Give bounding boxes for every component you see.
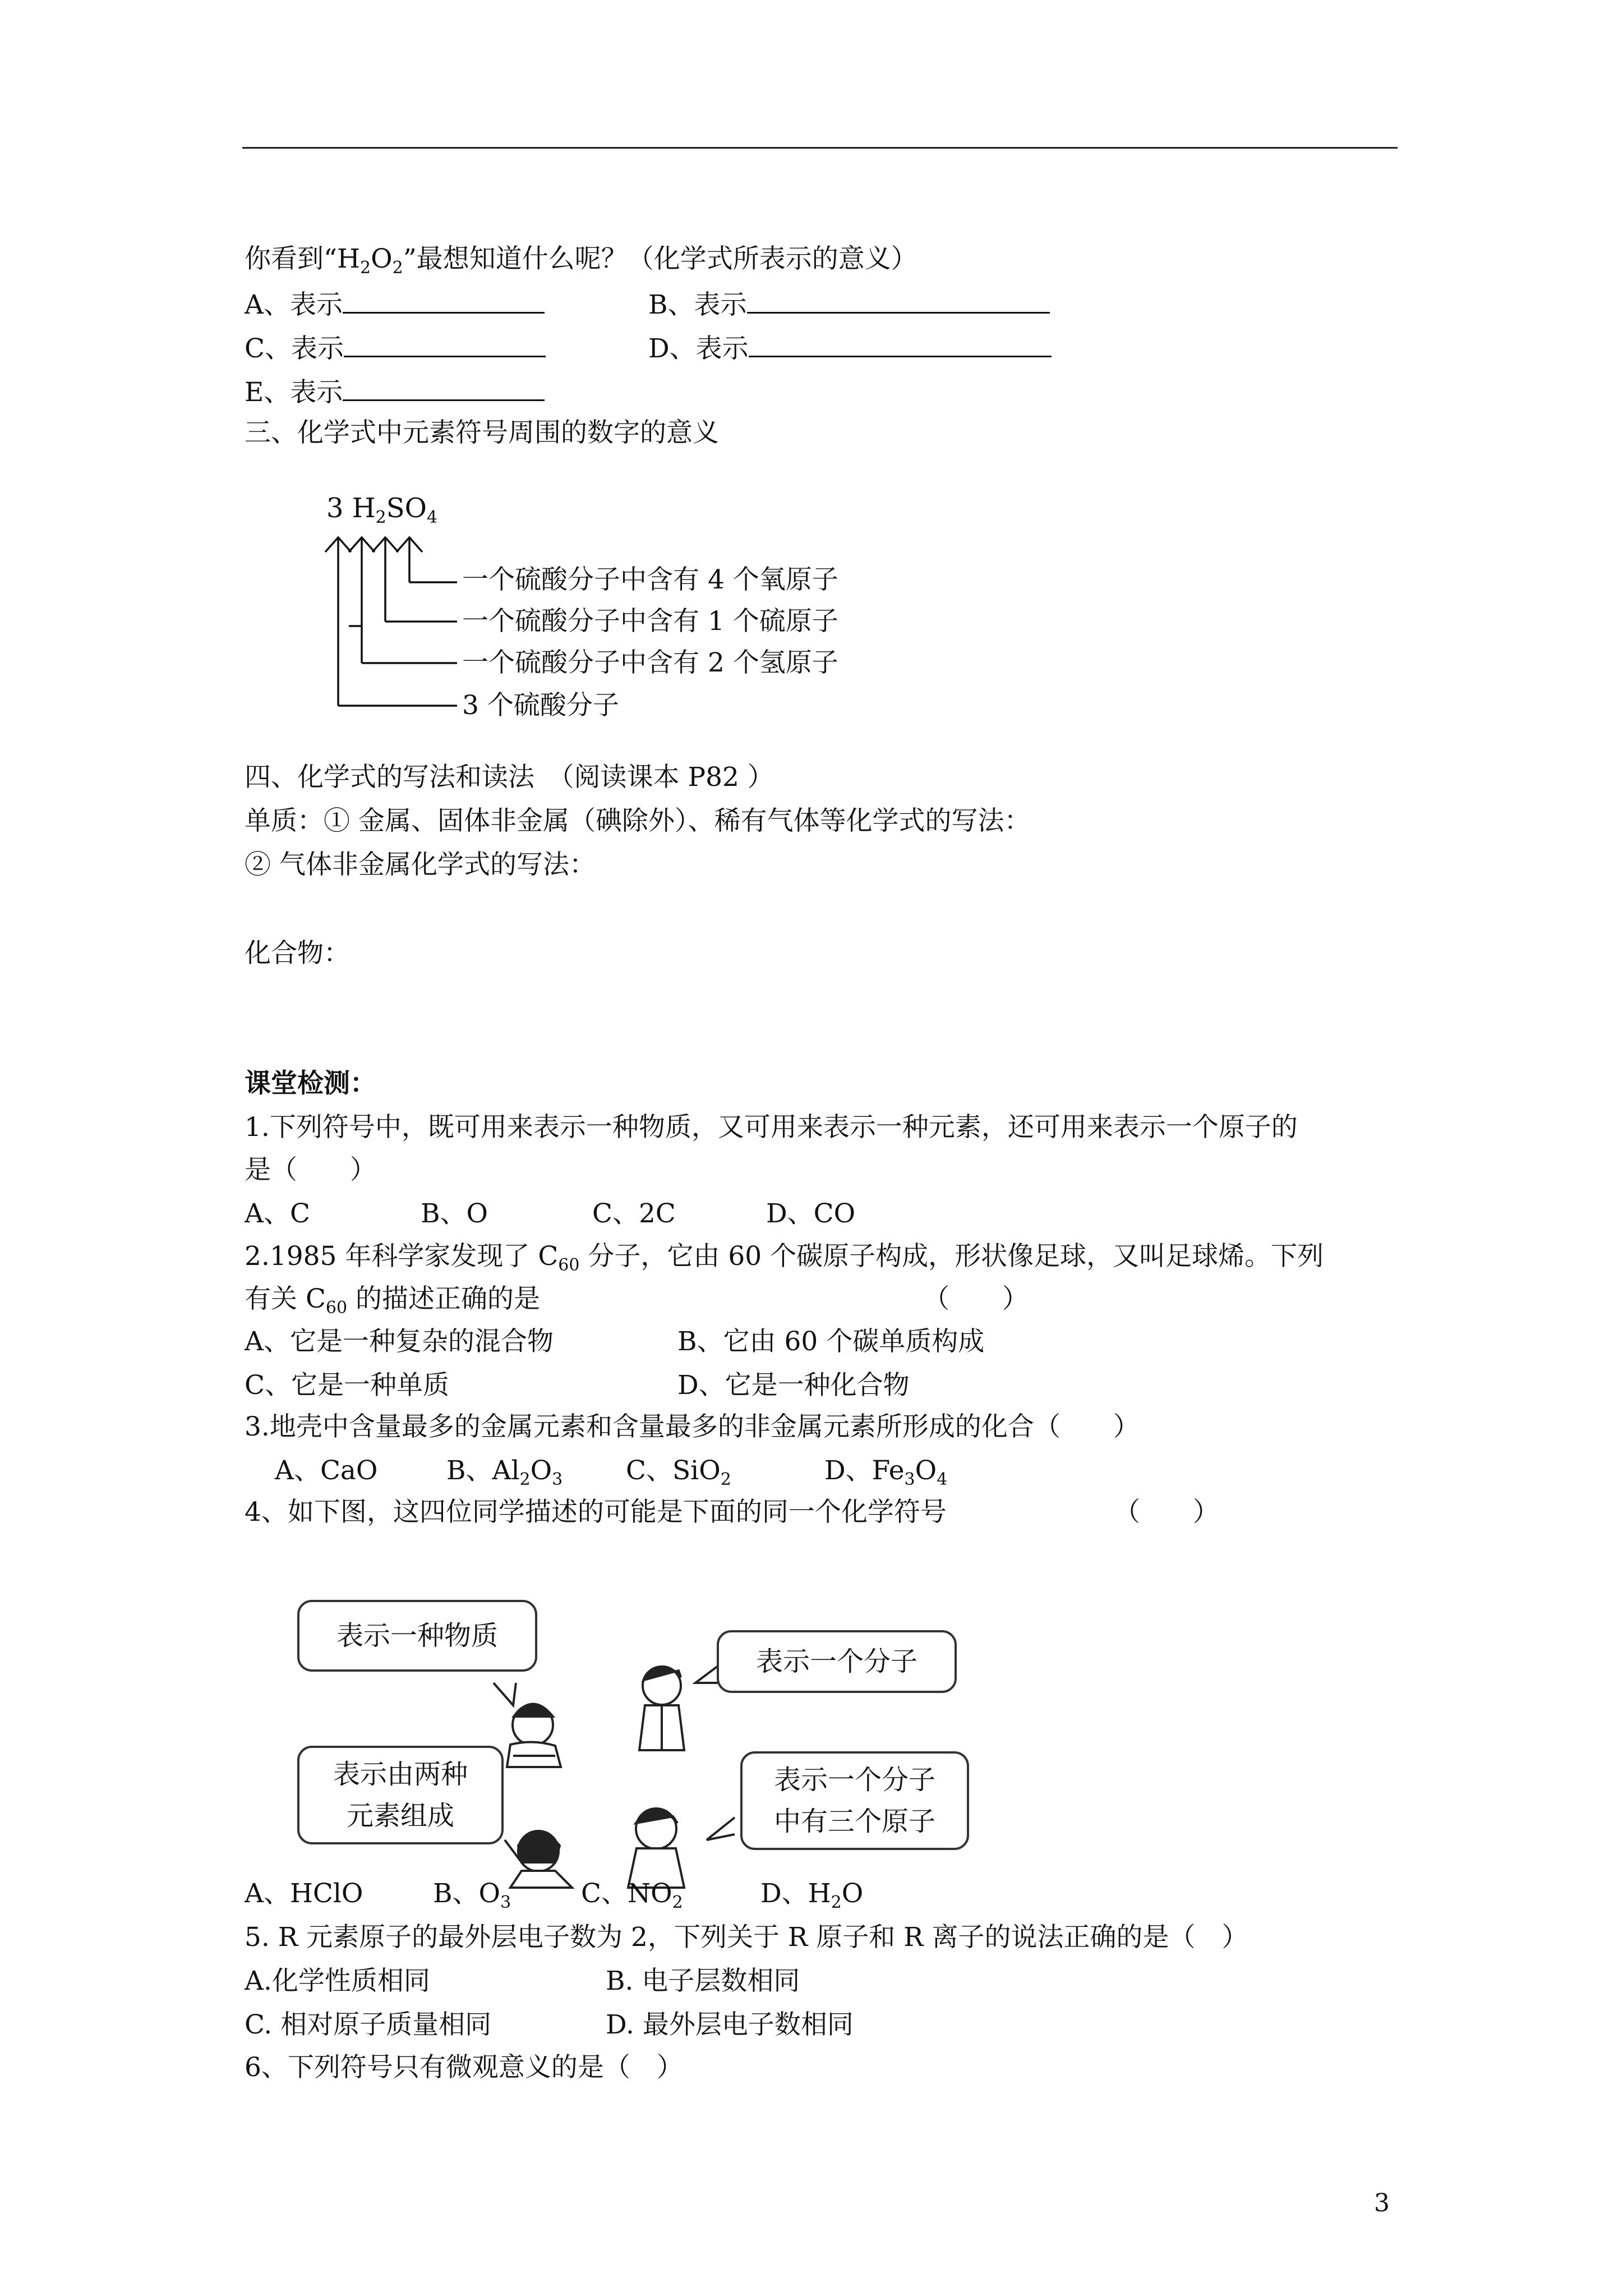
q4-option-a[interactable]: A、HClO bbox=[245, 1878, 363, 1909]
answer-blank[interactable] bbox=[344, 330, 546, 357]
q1-option-b[interactable]: B、O bbox=[421, 1198, 488, 1229]
q3-option-a[interactable]: A、CaO bbox=[275, 1455, 378, 1486]
q2-option-a[interactable]: A、它是一种复杂的混合物 bbox=[245, 1326, 554, 1357]
formula-explanation-molecules: 3 个硫酸分子 bbox=[462, 690, 619, 721]
formula-explanation-sulfur: 一个硫酸分子中含有 1 个硫原子 bbox=[462, 606, 838, 637]
q3-option-b[interactable]: B、$Al_2O_3$ bbox=[446, 1455, 563, 1489]
q2-answer-paren[interactable]: （ ） bbox=[923, 1283, 1029, 1314]
formula-explanation-oxygen: 一个硫酸分子中含有 4 个氧原子 bbox=[462, 564, 838, 595]
header-rule bbox=[242, 147, 1398, 149]
q2-line1: 2.1985 年科学家发现了 $C_{60}$ 分子，它由 60 个碳原子构成，形状像足球，又叫足球烯。下列 bbox=[245, 1241, 1324, 1275]
q3-option-c[interactable]: C、SiO$_2$ bbox=[626, 1455, 731, 1489]
section4-gas-line: ② 气体非金属化学式的写法： bbox=[245, 849, 596, 880]
meaning-item-c: C、表示 bbox=[245, 330, 546, 366]
section4-elements-line: 单质：① 金属、固体非金属（碘除外）、稀有气体等化学式的写法： bbox=[245, 806, 1031, 836]
formula-h2so4: 3 $H_2SO_4$ bbox=[326, 493, 438, 527]
test-title: 课堂检测： bbox=[245, 1068, 376, 1099]
answer-blank[interactable] bbox=[747, 286, 1050, 314]
q1-option-c[interactable]: C、2C bbox=[592, 1198, 676, 1229]
answer-blank[interactable] bbox=[343, 286, 545, 314]
q5-option-a[interactable]: A.化学性质相同 bbox=[245, 1966, 430, 1996]
formula-explanation-hydrogen: 一个硫酸分子中含有 2 个氢原子 bbox=[462, 647, 838, 678]
q2-option-d[interactable]: D、它是一种化合物 bbox=[677, 1370, 910, 1401]
meaning-item-a: A、表示 bbox=[245, 286, 545, 322]
section4-compound: 化合物： bbox=[245, 938, 350, 969]
speech-bubble-two-elements: 表示由两种 元素组成 bbox=[297, 1746, 504, 1844]
q5-line: 5. R 元素原子的最外层电子数为 2，下列关于 R 原子和 R 离子的说法正确的是（ ） bbox=[245, 1922, 1248, 1953]
q2-option-c[interactable]: C、它是一种单质 bbox=[245, 1370, 449, 1401]
q1-line1: 1.下列符号中，既可用来表示一种物质，又可用来表示一种元素，还可用来表示一个原子的 bbox=[245, 1112, 1298, 1143]
q3-option-d[interactable]: D、$Fe_3O_4$ bbox=[824, 1455, 948, 1489]
q6-line: 6、下列符号只有微观意义的是（ ） bbox=[245, 2052, 683, 2083]
q1-line2: 是（ ） bbox=[245, 1154, 376, 1185]
q2-option-b[interactable]: B、它由 60 个碳单质构成 bbox=[677, 1326, 985, 1357]
meaning-item-d: D、表示 bbox=[648, 330, 1052, 366]
q1-option-d[interactable]: D、CO bbox=[766, 1198, 856, 1229]
meaning-item-b: B、表示 bbox=[648, 286, 1050, 322]
answer-blank[interactable] bbox=[749, 330, 1052, 357]
speech-bubble-three-atoms: 表示一个分子 中有三个原子 bbox=[740, 1751, 969, 1850]
q4-answer-paren[interactable]: （ ） bbox=[1114, 1497, 1219, 1527]
q3-line: 3.地壳中含量最多的金属元素和含量最多的非金属元素所形成的化合（ ） bbox=[245, 1411, 1140, 1442]
q4-option-b[interactable]: B、$O_3$ bbox=[433, 1878, 511, 1912]
section4-title: 四、化学式的写法和读法 （阅读课本 P82 ） bbox=[245, 762, 774, 793]
answer-blank[interactable] bbox=[343, 374, 545, 401]
section3-title: 三、化学式中元素符号周围的数字的意义 bbox=[245, 417, 719, 448]
page-number: 3 bbox=[1374, 2189, 1390, 2217]
q5-option-d[interactable]: D. 最外层电子数相同 bbox=[606, 2009, 854, 2040]
formula-arrows-diagram bbox=[314, 527, 482, 718]
question-intro: 你看到“$H_2O_2$”最想知道什么呢？（化学式所表示的意义） bbox=[245, 243, 917, 278]
speech-bubble-one-substance: 表示一种物质 bbox=[297, 1600, 537, 1672]
q1-option-a[interactable]: A、C bbox=[245, 1198, 310, 1229]
q4-option-d[interactable]: D、$H_2O$ bbox=[760, 1878, 864, 1912]
q4-line: 4、如下图，这四位同学描述的可能是下面的同一个化学符号 bbox=[245, 1497, 947, 1527]
q5-option-b[interactable]: B. 电子层数相同 bbox=[606, 1966, 800, 1996]
q5-option-c[interactable]: C. 相对原子质量相同 bbox=[245, 2009, 492, 2040]
meaning-item-e: E、表示 bbox=[245, 374, 545, 409]
q2-line2: 有关 $C_{60}$ 的描述正确的是 bbox=[245, 1283, 541, 1318]
q4-option-c[interactable]: C、$NO_2$ bbox=[581, 1878, 683, 1912]
speech-bubble-one-molecule: 表示一个分子 bbox=[717, 1630, 957, 1693]
